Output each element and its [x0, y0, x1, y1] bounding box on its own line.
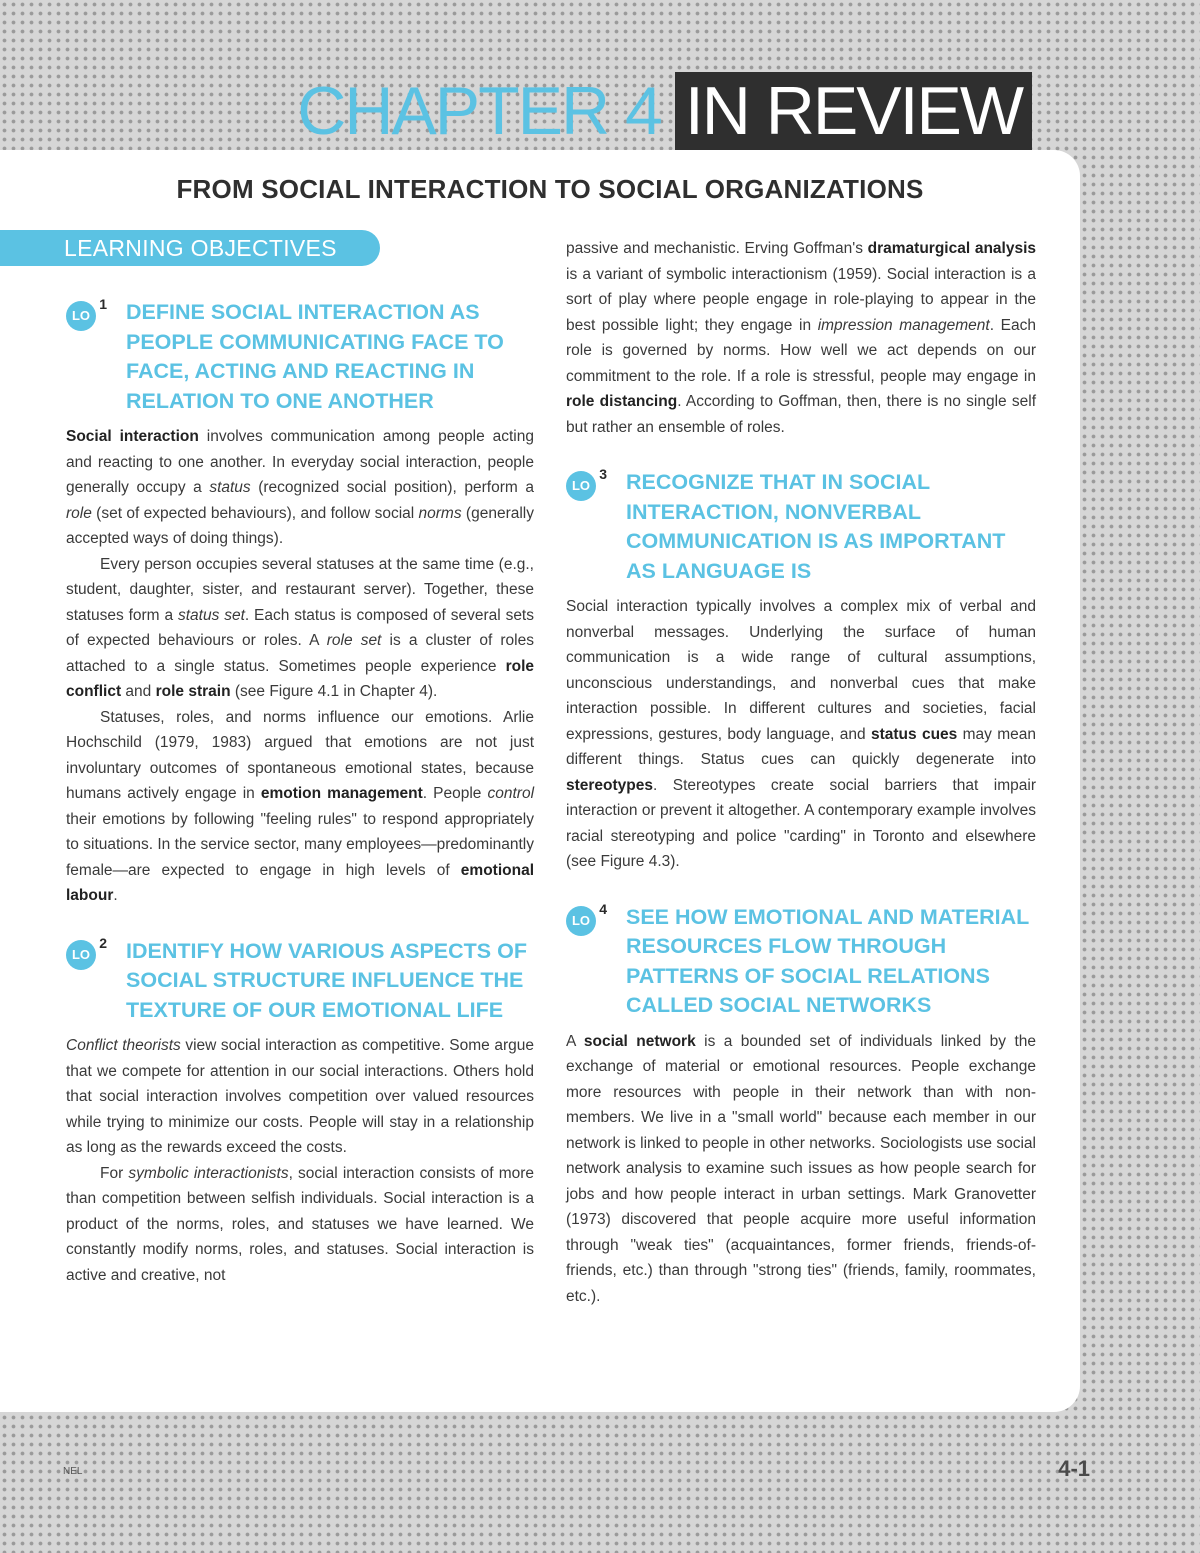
lo-1-paragraph	[66, 424, 534, 552]
lo-number: 4	[599, 900, 607, 917]
text: Statuses, roles, and norms influence our emotions. Arlie Hochschild (1979, 1983) argued that emotions are not just involuntary outcomes of spontaneous emotional states, because humans actively engage in	[66, 708, 534, 802]
term: Social interaction	[66, 428, 199, 445]
term: emotion management	[260, 785, 423, 802]
lo-badge-icon	[566, 466, 607, 501]
review-page	[0, 150, 1080, 1412]
text: Social interaction typically involves a complex mix of verbal and nonverbal messages. Underlying the surface of human communication is a wide range of cultural assumptions, unconscious understandings, and nonverbal cues that make interaction possible. In different cultures and societies, facial expressions, gestures, body language, and	[566, 598, 1036, 743]
lo-3-paragraph	[566, 594, 1036, 875]
lo-2-paragraph-continued	[566, 236, 1036, 440]
right-column	[566, 236, 1036, 1337]
learning-objectives-banner: LEARNING OBJECTIVES	[0, 230, 380, 266]
text: . According to Goffman, then, there is no single self but rather an ensemble of roles.	[566, 393, 1036, 436]
term: norms	[418, 504, 462, 522]
text: (see Figure 4.1 in Chapter 4).	[230, 683, 438, 700]
page-title: FROM SOCIAL INTERACTION TO SOCIAL ORGANIZATIONS	[176, 174, 924, 204]
text: . Each role is governed by norms. How well we act depends on our commitment to the role. If a role is stressful, people may engage in	[566, 316, 1036, 385]
lo-badge-icon	[66, 934, 107, 970]
in-review-label: IN REVIEW	[675, 72, 1032, 150]
lo-4-section	[566, 900, 1036, 1310]
term: status	[209, 479, 251, 496]
text: . Stereotypes create social barriers that impair interaction or prevent it altogether. A contemporary example involves racial stereotyping and police "carding" in Toronto and elsewhere (see Figure 4.3).	[566, 776, 1036, 870]
text: (set of expected behaviours), and follow social	[91, 504, 419, 522]
lo-2-continued	[566, 236, 1036, 440]
term: symbolic interactionists	[128, 1164, 289, 1182]
term: stereotypes	[566, 776, 654, 794]
chapter-label: CHAPTER 4	[297, 73, 661, 149]
text: their emotions by following "feeling rules" to respond appropriately to situations. In the service sector, many employees—predominantly female—are expected to engage in high levels of	[66, 810, 534, 879]
lo-badge-icon	[566, 900, 607, 936]
text: may mean different things. Status cues can quickly degenerate into	[566, 725, 1036, 768]
term: role conflict	[66, 657, 534, 700]
term: status cues	[870, 725, 958, 743]
lo-2-heading-row	[66, 934, 534, 1026]
text: involves communication among people acting and reacting to one another. In everyday social interaction, people generally occupy a	[66, 428, 534, 496]
lo-badge-label: LO	[571, 912, 591, 928]
text: passive and mechanistic. Erving Goffman's	[566, 240, 868, 257]
term: Conflict theorists	[66, 1037, 181, 1054]
text: A	[566, 1032, 584, 1050]
text: For	[100, 1164, 129, 1182]
lo-1-paragraph	[66, 705, 534, 909]
term: role distancing	[566, 393, 678, 410]
lo-number: 1	[99, 296, 107, 312]
term: role set	[326, 632, 382, 649]
text: and	[121, 683, 156, 700]
text: (generally accepted ways of doing things).	[66, 504, 534, 547]
lo-4-heading-row	[566, 900, 1036, 1021]
lo-badge-icon	[66, 296, 107, 331]
lo-4-heading: SEE HOW EMOTIONAL AND MATERIAL RESOURCES FLOW THROUGH PATTERNS OF SOCIAL RELATIONS CALLED SOCIAL NETWORKS	[626, 904, 1029, 1017]
lo-number: 2	[99, 934, 107, 951]
lo-badge-label: LO	[71, 308, 91, 323]
term: dramaturgical analysis	[867, 240, 1037, 257]
lo-1-section	[66, 298, 534, 909]
page-number: 4-1	[1058, 1456, 1090, 1481]
text: is a variant of symbolic interactionism (1959). Social interaction is a sort of play where people engage in role-playing to appear in the best possible light; they engage in	[566, 265, 1036, 334]
lo-2-paragraph	[66, 1033, 534, 1161]
text: . People	[422, 785, 488, 802]
term: emotional labour	[66, 861, 534, 904]
lo-3-section	[566, 468, 1036, 875]
term: impression management	[817, 316, 990, 334]
left-column	[66, 298, 534, 1316]
text: is a cluster of roles attached to a single status. Sometimes people experience	[66, 632, 534, 675]
text: view social interaction as competitive. Some argue that we compete for attention in our social interactions. Others hold that social interaction involves competition over valued resources while trying to minimize our costs. People will stay in a relationship as long as the rewards exceed the costs.	[66, 1037, 534, 1156]
term: control	[487, 785, 535, 802]
lo-2-paragraph	[66, 1161, 534, 1289]
lo-1-paragraph	[66, 552, 534, 705]
lo-2-heading: IDENTIFY HOW VARIOUS ASPECTS OF SOCIAL STRUCTURE INFLUENCE THE TEXTURE OF OUR EMOTIONAL LIFE	[126, 938, 527, 1022]
lo-number: 3	[599, 466, 607, 482]
lo-2-section	[66, 934, 535, 1289]
lo-badge-label: LO	[571, 478, 591, 493]
lo-3-heading: RECOGNIZE THAT IN SOCIAL INTERACTION, NONVERBAL COMMUNICATION IS AS IMPORTANT AS LANGUAGE IS	[626, 470, 1006, 583]
text: is a bounded set of individuals linked by the exchange of material or emotional resources. People exchange more resources with people in their network than with non-members. We live in a "small world" because each member in our network is linked to people in other networks. Sociologists use social network analysis to examine such issues as how people search for jobs and how people interact in urban settings. Mark Granovetter (1973) discovered that people acquire more useful information through "weak ties" (acquaintances, former friends, friends-of-friends, etc.) than through "strong ties" (friends, family, roommates, etc.).	[566, 1032, 1036, 1305]
lo-badge-label: LO	[71, 946, 91, 962]
publisher-mark: NEL	[63, 1466, 83, 1477]
term: social network	[583, 1032, 696, 1050]
chapter-header	[297, 72, 1032, 150]
term: status set	[177, 606, 245, 624]
text: Every person occupies several statuses at the same time (e.g., student, daughter, sister, and restaurant server). Together, these statuses form a	[66, 555, 534, 624]
term: role	[66, 504, 92, 522]
text: , social interaction consists of more than competition between selfish individuals. Social interaction is a product of the norms, roles, and statuses we have learned. We constantly modify norms, roles, and statuses. Social interaction is active and creative, not	[66, 1164, 535, 1284]
lo-4-paragraph	[566, 1029, 1036, 1310]
text: (recognized social position), perform a	[250, 479, 534, 496]
term: role strain	[155, 683, 231, 700]
text: .	[113, 887, 118, 904]
text: . Each status is composed of several sets of expected behaviours or roles. A	[66, 606, 534, 649]
lo-1-heading: DEFINE SOCIAL INTERACTION AS PEOPLE COMMUNICATING FACE TO FACE, ACTING AND REACTING IN RELATION TO ONE ANOTHER	[126, 300, 504, 413]
lo-1-heading-row	[66, 298, 534, 416]
lo-3-heading-row	[566, 468, 1036, 586]
